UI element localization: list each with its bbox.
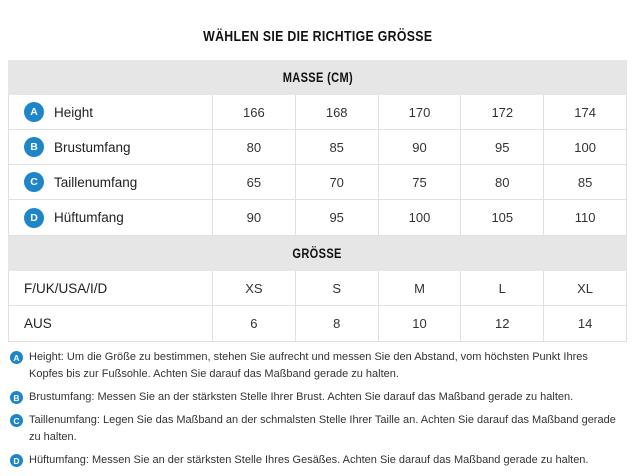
value-cell: 166 xyxy=(212,95,295,129)
value-cell: 12 xyxy=(460,306,543,341)
value-cell: 90 xyxy=(378,130,461,164)
footnotes xyxy=(8,342,627,469)
measure-badge: D xyxy=(24,208,44,228)
footnote xyxy=(10,412,619,446)
value-cell: 170 xyxy=(378,95,461,129)
value-cell: L xyxy=(460,271,543,305)
row-label-cell xyxy=(9,165,212,199)
value-cell: 90 xyxy=(212,200,295,235)
table-row xyxy=(9,165,626,200)
value-cell: 95 xyxy=(460,130,543,164)
table-row xyxy=(9,95,626,130)
value-cell: 174 xyxy=(543,95,626,129)
value-cell: 105 xyxy=(460,200,543,235)
page-title: WÄHLEN SIE DIE RICHTIGE GRÖSSE xyxy=(202,28,433,45)
footnote-text: Height: Um die Größe zu bestimmen, stehen Sie aufrecht und messen Sie den Abstand, vom höchsten Punkt Ihres Kopfes bis zur Fußsohle. Achten Sie darauf das Maßband gerade zu halten. xyxy=(29,351,588,380)
table-section xyxy=(8,236,627,342)
measure-badge: A xyxy=(24,102,44,122)
value-cell: 110 xyxy=(543,200,626,235)
row-label-cell xyxy=(9,200,212,235)
page-title-wrap xyxy=(8,0,627,60)
value-cell: 168 xyxy=(295,95,378,129)
table-row xyxy=(9,130,626,165)
row-label-cell xyxy=(9,271,212,305)
value-cell: XS xyxy=(212,271,295,305)
footnote-badge: C xyxy=(10,414,23,427)
value-cell: 70 xyxy=(295,165,378,199)
value-cell: 80 xyxy=(212,130,295,164)
value-cell: 14 xyxy=(543,306,626,341)
value-cell: 85 xyxy=(295,130,378,164)
value-cell: 85 xyxy=(543,165,626,199)
footnote-badge: B xyxy=(10,391,23,404)
value-cell: 100 xyxy=(378,200,461,235)
footnote xyxy=(10,389,619,406)
row-label: F/UK/USA/I/D xyxy=(24,280,108,296)
footnote-text: Hüftumfang: Messen Sie an der stärksten Stelle Ihres Gesäßes. Achten Sie darauf das Maßband gerade zu halten. xyxy=(29,454,589,466)
footnote xyxy=(10,349,619,383)
table-row xyxy=(9,200,626,235)
row-label-cell xyxy=(9,95,212,129)
measure-badge: C xyxy=(24,172,44,192)
value-cell: 80 xyxy=(460,165,543,199)
section-header-label: GRÖSSE xyxy=(292,246,343,261)
value-cell: 8 xyxy=(295,306,378,341)
row-label: Brustumfang xyxy=(54,139,131,155)
value-cell: 95 xyxy=(295,200,378,235)
value-cell: 75 xyxy=(378,165,461,199)
value-cell: M xyxy=(378,271,461,305)
value-cell: 65 xyxy=(212,165,295,199)
footnote-badge: D xyxy=(10,454,23,467)
row-label-cell xyxy=(9,306,212,341)
footnote-text: Brustumfang: Messen Sie an der stärksten Stelle Ihrer Brust. Achten Sie darauf das Maßband gerade zu halten. xyxy=(29,391,574,403)
footnote-badge: A xyxy=(10,351,23,364)
value-cell: S xyxy=(295,271,378,305)
value-cell: 172 xyxy=(460,95,543,129)
row-label: Hüftumfang xyxy=(54,210,124,225)
row-label: AUS xyxy=(24,316,52,331)
section-header-label: MASSE (CM) xyxy=(282,70,353,85)
value-cell: 6 xyxy=(212,306,295,341)
row-label-cell xyxy=(9,130,212,164)
footnote-text: Taillenumfang: Legen Sie das Maßband an der schmalsten Stelle Ihrer Taille an. Achten Sie darauf das Maßband gerade zu halten. xyxy=(29,414,616,443)
value-cell: 10 xyxy=(378,306,461,341)
value-cell: 100 xyxy=(543,130,626,164)
row-label: Height xyxy=(54,104,94,120)
section-rows xyxy=(8,271,627,342)
section-header xyxy=(8,236,627,271)
row-label: Taillenumfang xyxy=(54,174,138,190)
section-header xyxy=(8,60,627,95)
table-section xyxy=(8,60,627,236)
size-table xyxy=(8,60,627,342)
table-row xyxy=(9,306,626,341)
section-rows xyxy=(8,95,627,236)
table-row xyxy=(9,271,626,306)
footnote xyxy=(10,452,619,469)
value-cell: XL xyxy=(543,271,626,305)
measure-badge: B xyxy=(24,137,44,157)
